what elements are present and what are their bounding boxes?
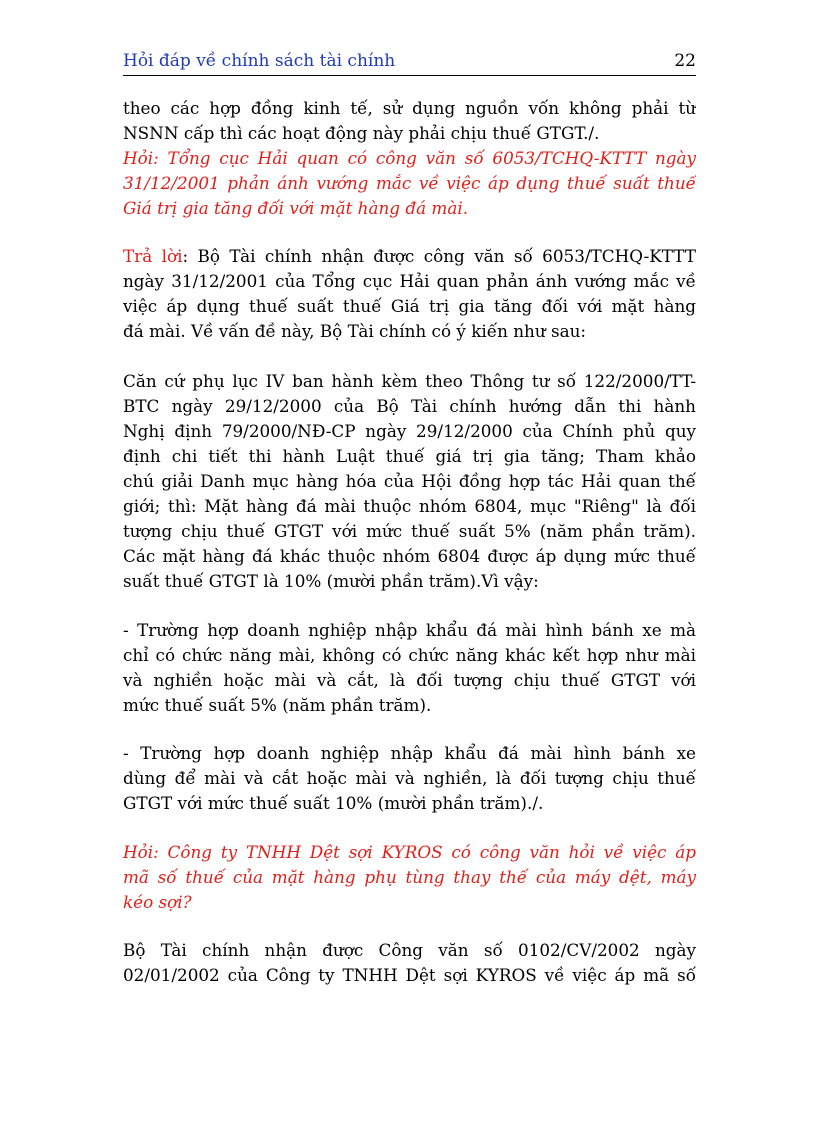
- text-line: - Trường hợp doanh nghiệp nhập khẩu đá mài hình bánh xe: [123, 743, 696, 763]
- paragraph-continuation: [123, 96, 696, 146]
- text-line: việc áp dụng thuế suất thuế Giá trị gia tăng đối với mặt hàng: [123, 296, 696, 316]
- text-line: định chi tiết thi hành Luật thuế giá trị gia tăng; Tham khảo: [123, 446, 696, 466]
- page-header: [123, 49, 696, 76]
- page-number: 22: [674, 51, 696, 71]
- text-line: tượng chịu thuế GTGT với mức thuế suất 5% (năm phần trăm).: [123, 521, 696, 541]
- text-line: dùng để mài và cắt hoặc mài và nghiền, là đối tượng chịu thuế: [123, 768, 696, 788]
- text-line: BTC ngày 29/12/2000 của Bộ Tài chính hướng dẫn thi hành: [123, 396, 696, 416]
- paragraph-case-1: [123, 618, 696, 718]
- text-line: suất thuế GTGT là 10% (mười phần trăm).Vì vậy:: [123, 571, 539, 591]
- answer-1: [123, 244, 696, 344]
- text-line: Các mặt hàng đá khác thuộc nhóm 6804 được áp dụng mức thuế: [123, 546, 696, 566]
- text-line: Bộ Tài chính nhận được Công văn số 0102/CV/2002 ngày: [123, 940, 696, 960]
- answer-first-line-text: : Bộ Tài chính nhận được công văn số 6053/TCHQ-KTTT: [182, 246, 696, 266]
- question-line: 31/12/2001 phản ánh vướng mắc về việc áp dụng thuế suất thuế: [123, 173, 696, 193]
- text-line: mức thuế suất 5% (năm phần trăm).: [123, 695, 432, 715]
- text-line: chỉ có chức năng mài, không có chức năng khác kết hợp như mài: [123, 645, 696, 665]
- paragraph-case-2: [123, 741, 696, 816]
- text-line: 02/01/2002 của Công ty TNHH Dệt sợi KYROS về việc áp mã số: [123, 965, 696, 985]
- text-line: Nghị định 79/2000/NĐ-CP ngày 29/12/2000 của Chính phủ quy: [123, 421, 696, 441]
- question-2: [123, 840, 696, 915]
- question-1: [123, 146, 696, 221]
- text-line: Căn cứ phụ lục IV ban hành kèm theo Thông tư số 122/2000/TT-: [123, 371, 696, 391]
- paragraph-reply-2: [123, 938, 696, 988]
- paragraph-legal-basis: [123, 369, 696, 594]
- question-line: kéo sợi?: [123, 892, 192, 912]
- question-line: Giá trị gia tăng đối với mặt hàng đá mài.: [123, 198, 469, 218]
- question-line: mã số thuế của mặt hàng phụ tùng thay thế của máy dệt, máy: [123, 867, 696, 887]
- header-title: Hỏi đáp về chính sách tài chính: [123, 51, 396, 71]
- text-line: - Trường hợp doanh nghiệp nhập khẩu đá mài hình bánh xe mà: [123, 620, 696, 640]
- text-line: chú giải Danh mục hàng hóa của Hội đồng hợp tác Hải quan thế: [123, 471, 696, 491]
- question-line: Hỏi: Công ty TNHH Dệt sợi KYROS có công văn hỏi về việc áp: [123, 842, 696, 862]
- answer-label: Trả lời: [123, 246, 183, 266]
- answer-first-line: [123, 244, 696, 269]
- text-line: và nghiền hoặc mài và cắt, là đối tượng chịu thuế GTGT với: [123, 670, 696, 690]
- text-line: theo các hợp đồng kinh tế, sử dụng nguồn vốn không phải từ: [123, 98, 696, 118]
- text-line: giới; thì: Mặt hàng đá mài thuộc nhóm 6804, mục "Riêng" là đối: [123, 496, 696, 516]
- text-line: ngày 31/12/2001 của Tổng cục Hải quan phản ánh vướng mắc về: [123, 271, 696, 291]
- text-line: GTGT với mức thuế suất 10% (mười phần trăm)./.: [123, 793, 544, 813]
- text-line: đá mài. Về vấn đề này, Bộ Tài chính có ý kiến như sau:: [123, 321, 587, 341]
- question-line: Hỏi: Tổng cục Hải quan có công văn số 6053/TCHQ-KTTT ngày: [123, 148, 696, 168]
- text-line: NSNN cấp thì các hoạt động này phải chịu thuế GTGT./.: [123, 123, 600, 143]
